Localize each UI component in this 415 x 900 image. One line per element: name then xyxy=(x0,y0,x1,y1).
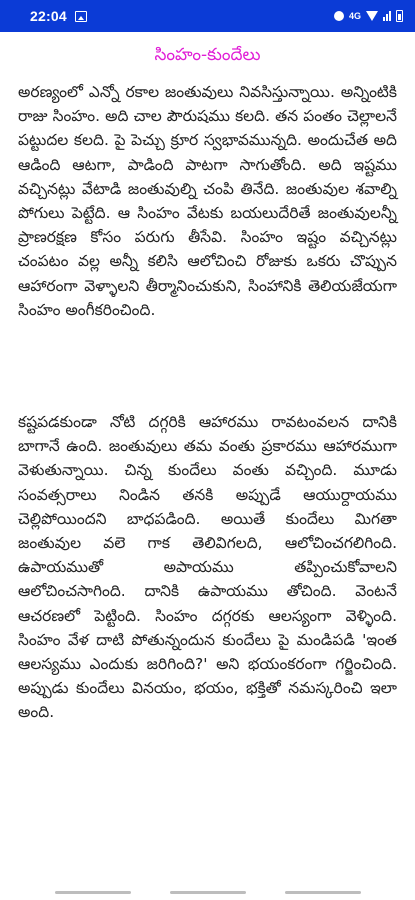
story-paragraph-1: అరణ్యంలో ఎన్నో రకాల జంతువులు నివసిస్తున్నాయి. అన్నింటికి రాజు సింహం. అది చాల పౌరుషము కలది. తన పంతం చెల్లాలనే పట్టుదల కలది. పై పెచ్చు క్రూర స్వభావమున్నది. అందుచేత అది ఆడింది ఆటగా, పాడింది పాటగా సాగుతోంది. అది ఇష్టము వచ్చినట్లు వేటాడి జంతువుల్ని చంపి తినేది. జంతువుల శవాల్ని పోగులు పెట్టేది. ఆ సింహం వేటకు బయలుదేరితే జంతువులన్నీ ప్రాణరక్షణ కోసం పరుగు తీసేవి. సింహం ఇష్టం వచ్చినట్లు చంపటం వల్ల అన్నీ కలిసి ఆలోచించి రోజుకు ఒకరు చొప్పున ఆహారంగా వెళ్ళాలని తీర్మానించుకుని, సింహానికి తెలియజేయగా సింహం అంగీకరించింది. xyxy=(18,83,397,319)
nav-home-indicator[interactable] xyxy=(170,891,246,894)
image-icon xyxy=(75,11,87,22)
status-bar xyxy=(0,0,415,32)
story-title: సింహం-కుందేలు xyxy=(154,45,261,65)
wifi-icon xyxy=(366,11,378,21)
navigation-bar xyxy=(0,886,415,900)
signal-icon: 4G xyxy=(348,10,361,21)
status-time: 22:04 xyxy=(30,8,67,24)
story-paragraph-2: కష్టపడకుండా నోటి దగ్గరికి ఆహారము రావటంవలన దానికి బాగానే ఉంది. జంతువులు తమ వంతు ప్రకారము ఆహారముగా వెళుతున్నాయి. చిన్న కుందేలు వంతు వచ్చింది. మూడు సంవత్సరాలు నిండిన తనకి అప్పుడే ఆయుర్దాయము చెల్లిపోయిందని బాధపడింది. అయితే కుందేలు మిగతా జంతువుల వలె గాక తెలివిగలది, ఆలోచించగలిగింది. ఉపాయముతో అపాయము తప్పించుకోవాలని ఆలోచించసాగింది. దానికి ఉపాయము తోచింది. వెంటనే ఆచరణలో పెట్టింది. సింహం దగ్గరకు ఆలస్యంగా వెళ్ళింది. సింహం వేళ దాటి పోతున్నందున కుందేలు పై మండిపడి 'ఇంత ఆలస్యము ఎందుకు జరిగింది?' అని భయంకరంగా గర్జించింది. అప్పుడు కుందేలు వినయం, భయం, భక్తితో నమస్కరించి ఇలా అంది. xyxy=(18,413,397,722)
nav-recents-indicator[interactable] xyxy=(285,891,361,894)
cellular-bars-icon xyxy=(383,11,391,21)
battery-icon xyxy=(396,10,403,22)
alarm-icon xyxy=(334,11,344,21)
nav-back-indicator[interactable] xyxy=(55,891,131,894)
status-icons xyxy=(334,10,403,22)
